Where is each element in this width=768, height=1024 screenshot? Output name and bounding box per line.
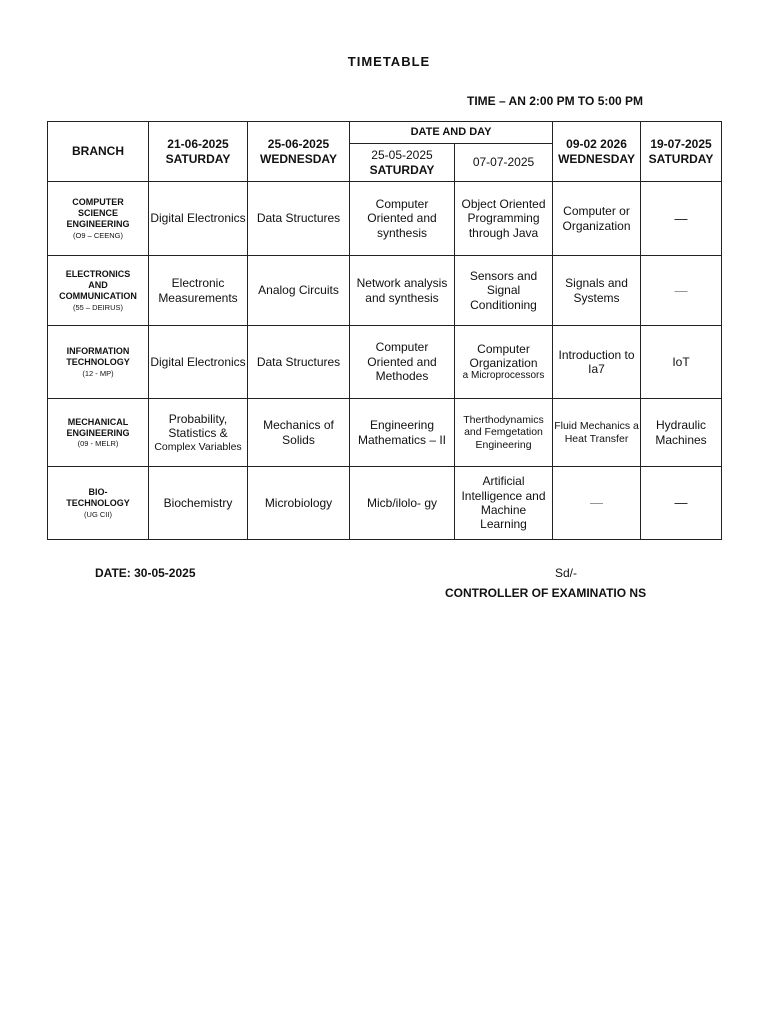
subject-cell: —	[641, 467, 722, 540]
subject-cell: Sensors and Signal Conditioning	[455, 256, 553, 326]
subject-cell: Therthodynamics and Femgetation Engineering	[455, 399, 553, 467]
subject-cell: Engineering Mathematics – II	[350, 399, 455, 467]
subject-cell: Computer Oriented and Methodes	[350, 326, 455, 399]
column-day-5: WEDNESDAY	[558, 151, 635, 166]
column-day-2: WEDNESDAY	[260, 151, 337, 166]
branch-name-line: COMMUNICATION	[59, 290, 137, 301]
column-date-3: 25-05-2025	[371, 148, 433, 163]
branch-name-line: TECHNOLOGY	[66, 498, 130, 508]
branch-name-line: AND	[88, 280, 108, 291]
branch-name-line: BIO-	[88, 487, 108, 498]
subject-cell: Artificial Intelligence and Machine Learning	[455, 467, 553, 540]
branch-header: BRANCH	[48, 122, 149, 182]
column-day-3: SATURDAY	[369, 162, 435, 177]
branch-cell	[48, 467, 149, 540]
table-row	[48, 326, 722, 399]
column-header-2	[248, 122, 350, 182]
issue-date: DATE: 30-05-2025	[95, 566, 196, 580]
subject-cell: Electronic Measurements	[149, 256, 248, 326]
branch-name-line: MECHANICAL	[67, 416, 129, 427]
subject-cell: Micb/ilolo- gy	[350, 467, 455, 540]
subject-text: Probability, Statistics &	[168, 411, 228, 441]
subject-cell: —	[641, 256, 722, 326]
column-header-3	[350, 144, 455, 182]
subject-cell: Fluid Mechanics a Heat Transfer	[553, 399, 641, 467]
subject-cell: Mechanics of Solids	[248, 399, 350, 467]
branch-code: (UG CII)	[84, 509, 112, 519]
branch-code: (55 – DEIRUS)	[72, 302, 123, 312]
branch-cell	[48, 182, 149, 256]
table-row	[48, 467, 722, 540]
branch-code: (O9 – CEENG)	[72, 230, 123, 240]
timetable-table	[47, 121, 722, 540]
subject-cell: Computer or Organization	[553, 182, 641, 256]
subject-cell: Introduction to Ia7	[553, 326, 641, 399]
branch-code: (12 - MP)	[82, 368, 114, 378]
subject-cell: Digital Electronics	[149, 326, 248, 399]
subject-cell: —	[553, 467, 641, 540]
date-and-day-header: DATE AND DAY	[350, 122, 553, 144]
subject-cell: Data Structures	[248, 182, 350, 256]
column-header-1	[149, 122, 248, 182]
branch-name-line: INFORMATION	[66, 346, 130, 357]
column-date-1: 21-06-2025	[167, 137, 229, 152]
branch-name-line: ELECTRONICS	[65, 269, 131, 280]
column-day-1: SATURDAY	[165, 151, 231, 166]
column-header-6	[641, 122, 722, 182]
subject-cell: —	[641, 182, 722, 256]
table-row	[48, 182, 722, 256]
subject-cell: IoT	[641, 326, 722, 399]
subject-cell: Analog Circuits	[248, 256, 350, 326]
subject-cell: Biochemistry	[149, 467, 248, 540]
subject-text: Computer Organization	[469, 341, 538, 370]
subject-cell	[455, 326, 553, 399]
branch-code: (09 - MELR)	[77, 439, 119, 449]
subject-cell: Microbiology	[248, 467, 350, 540]
column-date-4: 07-07-2025	[472, 155, 535, 170]
column-date-2: 25-06-2025	[267, 137, 330, 152]
branch-name-line: ENGINEERING	[66, 427, 130, 438]
exam-time: TIME – AN 2:00 PM TO 5:00 PM	[467, 94, 644, 108]
controller-title: CONTROLLER OF EXAMINATIO NS	[445, 586, 647, 600]
branch-name-line: SCIENCE	[77, 208, 118, 219]
subject-cell	[149, 399, 248, 467]
column-day-6: SATURDAY	[648, 151, 714, 166]
branch-name-line: COMPUTER	[72, 197, 124, 208]
subject-extra-text: a Microprocessors	[462, 370, 545, 382]
signature-mark: Sd/-	[555, 566, 578, 580]
page-title: TIMETABLE	[347, 54, 431, 69]
table-row	[48, 399, 722, 467]
column-date-6: 19-07-2025	[650, 137, 712, 152]
subject-extra-text: Complex Variables	[154, 440, 242, 453]
subject-cell: Computer Oriented and synthesis	[350, 182, 455, 256]
column-header-5	[553, 122, 641, 182]
subject-cell: Object Oriented Programming through Java	[455, 182, 553, 256]
subject-cell: Digital Electronics	[149, 182, 248, 256]
subject-cell: Network analysis and synthesis	[350, 256, 455, 326]
branch-cell	[48, 326, 149, 399]
subject-cell: Hydraulic Machines	[641, 399, 722, 467]
branch-cell	[48, 256, 149, 326]
column-header-4	[455, 144, 553, 182]
column-date-5: 09-02 2026	[566, 137, 627, 152]
branch-name-line: ENGINEERING	[66, 218, 130, 229]
branch-name-line: TECHNOLOGY	[66, 357, 130, 367]
branch-cell	[48, 399, 149, 467]
subject-cell: Data Structures	[248, 326, 350, 399]
table-row	[48, 256, 722, 326]
subject-cell: Signals and Systems	[553, 256, 641, 326]
